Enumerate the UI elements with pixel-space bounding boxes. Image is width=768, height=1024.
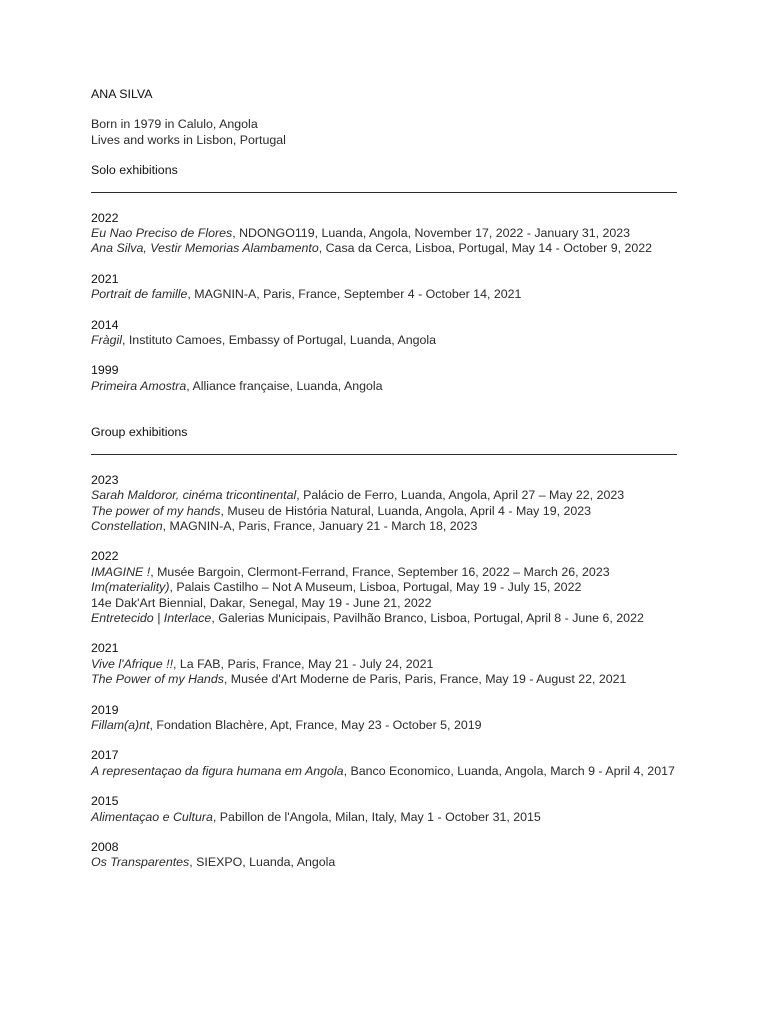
exhibition-title: Fillam(a)nt — [91, 717, 150, 732]
exhibition-details: , NDONGO119, Luanda, Angola, November 17, 2022 - January 31, 2023 — [232, 226, 631, 241]
exhibition-entry — [91, 580, 677, 595]
exhibition-title: Portrait de famille — [91, 287, 188, 302]
year-block — [91, 641, 677, 687]
exhibition-title: Alimentaçao e Cultura — [91, 809, 213, 824]
exhibition-details: , Musée Bargoin, Clermont-Ferrand, France, September 16, 2022 – March 26, 2023 — [150, 564, 610, 579]
cv-document — [91, 87, 677, 871]
year-block — [91, 794, 677, 825]
year-block — [91, 549, 677, 626]
exhibition-details: , Instituto Camoes, Embassy of Portugal, Luanda, Angola — [121, 333, 437, 348]
exhibition-title: Sarah Maldoror, cinéma tricontinental — [91, 488, 297, 503]
exhibition-entry — [91, 764, 677, 779]
exhibition-title: A representaçao da figura humana em Angola — [91, 763, 344, 778]
exhibition-title: Im(materiality) — [91, 580, 170, 595]
exhibition-entry — [91, 488, 677, 503]
exhibition-details: , MAGNIN-A, Paris, France, January 21 - March 18, 2023 — [162, 518, 478, 533]
group-exhibitions-heading: Group exhibitions — [91, 425, 188, 440]
year-heading: 1999 — [91, 363, 119, 378]
exhibition-details: , SIEXPO, Luanda, Angola — [189, 855, 336, 870]
exhibition-entry — [91, 226, 677, 241]
exhibition-entry — [91, 241, 677, 256]
year-block — [91, 840, 677, 871]
exhibition-details: , Casa da Cerca, Lisboa, Portugal, May 14 - October 9, 2022 — [318, 241, 653, 256]
exhibition-entry — [91, 565, 677, 580]
solo-exhibitions-section — [91, 163, 677, 394]
solo-exhibitions-list — [91, 211, 677, 395]
exhibition-entry — [91, 718, 677, 733]
exhibition-entry — [91, 611, 677, 626]
year-heading: 2023 — [91, 472, 119, 487]
year-heading: 2017 — [91, 748, 119, 763]
exhibition-entry — [91, 519, 677, 534]
exhibition-details: , Galerias Municipais, Pavilhão Branco, Lisboa, Portugal, April 8 - June 6, 2022 — [211, 610, 644, 625]
exhibition-details: , Pabillon de l'Angola, Milan, Italy, May 1 - October 31, 2015 — [212, 809, 541, 824]
year-block — [91, 703, 677, 734]
bio-residence: Lives and works in Lisbon, Portugal — [91, 132, 286, 147]
exhibition-title: Entretecido | Interlace — [91, 610, 212, 625]
year-heading: 2021 — [91, 641, 119, 656]
year-block — [91, 318, 677, 349]
year-block — [91, 473, 677, 535]
year-heading: 2015 — [91, 794, 119, 809]
exhibition-title: Vive l'Afrique !! — [91, 656, 174, 671]
year-block — [91, 363, 677, 394]
year-heading: 2019 — [91, 702, 119, 717]
exhibition-entry — [91, 287, 677, 302]
year-block — [91, 272, 677, 303]
year-heading: 2022 — [91, 549, 119, 564]
year-heading: 2022 — [91, 210, 119, 225]
section-divider — [91, 454, 677, 455]
group-exhibitions-section — [91, 425, 677, 871]
year-heading: 2021 — [91, 271, 119, 286]
year-block — [91, 748, 677, 779]
exhibition-title: Fràgil — [91, 333, 122, 348]
section-divider — [91, 192, 677, 193]
solo-exhibitions-heading: Solo exhibitions — [91, 163, 178, 178]
exhibition-entry — [91, 333, 677, 348]
exhibition-details: , La FAB, Paris, France, May 21 - July 24, 2021 — [173, 656, 434, 671]
exhibition-title: Primeira Amostra — [91, 378, 187, 393]
exhibition-entry — [91, 379, 677, 394]
year-heading: 2008 — [91, 840, 119, 854]
exhibition-title: Constellation — [91, 518, 163, 533]
exhibition-details: , Banco Economico, Luanda, Angola, March 9 - April 4, 2017 — [343, 763, 675, 778]
exhibition-details: 14e Dak'Art Biennial, Dakar, Senegal, May 19 - June 21, 2022 — [91, 595, 432, 610]
exhibition-entry — [91, 672, 677, 687]
exhibition-details: , Fondation Blachère, Apt, France, May 23 - October 5, 2019 — [149, 717, 482, 732]
artist-name: ANA SILVA — [91, 87, 153, 101]
exhibition-entry — [91, 596, 677, 611]
exhibition-title: Eu Nao Preciso de Flores — [91, 226, 233, 241]
exhibition-details: , Musée d'Art Moderne de Paris, Paris, France, May 19 - August 22, 2021 — [223, 672, 627, 687]
exhibition-details: , Alliance française, Luanda, Angola — [186, 378, 383, 393]
group-exhibitions-list — [91, 473, 677, 871]
bio-birth: Born in 1979 in Calulo, Angola — [91, 117, 258, 132]
exhibition-title: Os Transparentes — [91, 855, 190, 870]
exhibition-details: , Palácio de Ferro, Luanda, Angola, April 27 – May 22, 2023 — [296, 488, 625, 503]
exhibition-details: , Museu de História Natural, Luanda, Angola, April 4 - May 19, 2023 — [220, 503, 592, 518]
exhibition-details: , Palais Castilho – Not A Museum, Lisboa, Portugal, May 19 - July 15, 2022 — [169, 580, 582, 595]
exhibition-title: The Power of my Hands — [91, 672, 224, 687]
exhibition-entry — [91, 855, 677, 870]
exhibition-entry — [91, 810, 677, 825]
exhibition-details: , MAGNIN-A, Paris, France, September 4 - October 14, 2021 — [187, 287, 522, 302]
year-block — [91, 211, 677, 257]
exhibition-title: The power of my hands — [91, 503, 221, 518]
year-heading: 2014 — [91, 317, 119, 332]
artist-bio — [91, 117, 677, 148]
exhibition-entry — [91, 504, 677, 519]
exhibition-title: Ana Silva, Vestir Memorias Alambamento — [91, 241, 319, 256]
exhibition-entry — [91, 657, 677, 672]
exhibition-title: IMAGINE ! — [91, 564, 151, 579]
